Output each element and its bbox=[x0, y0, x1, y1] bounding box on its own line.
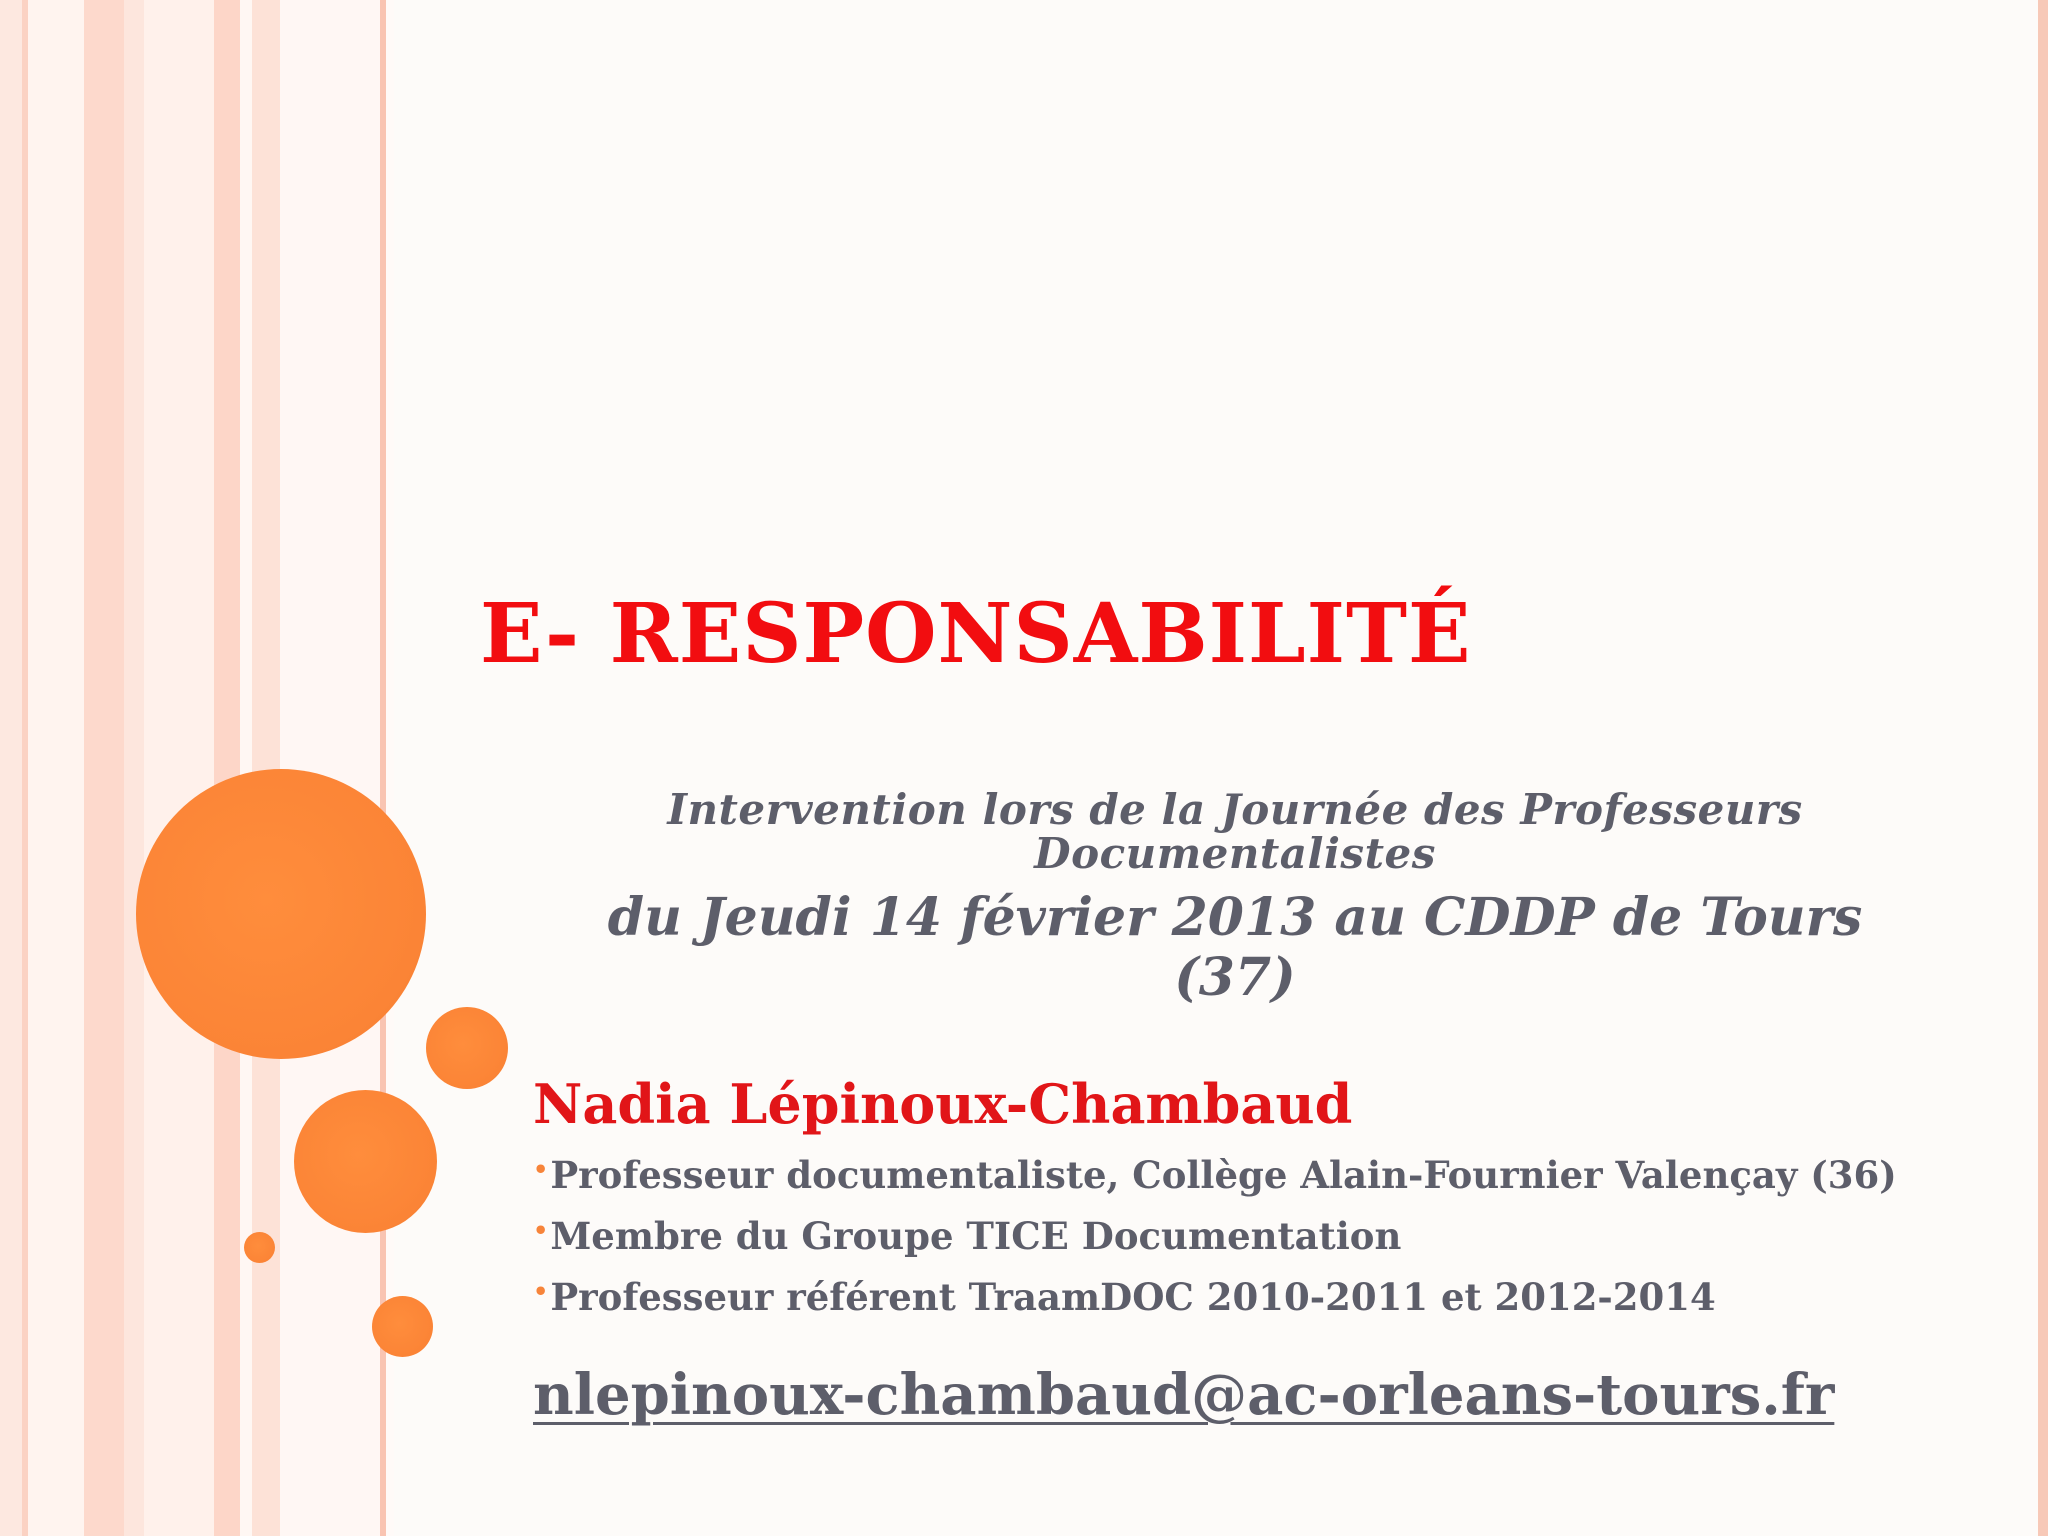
subtitle-line-2: du Jeudi 14 février 2013 au CDDP de Tours (37) bbox=[607, 887, 1863, 1008]
subtitle-line-1: Intervention lors de la Journée des Professeurs bbox=[667, 785, 1803, 834]
email-link[interactable]: nlepinoux-chambaud@ac-orleans-tours.fr bbox=[533, 1362, 1835, 1428]
author-name: Nadia Lépinoux-Chambaud bbox=[533, 1072, 1353, 1136]
bullet-icon: • bbox=[533, 1277, 549, 1306]
role-item bbox=[533, 1264, 1897, 1325]
bullet-icon: • bbox=[533, 1216, 549, 1245]
role-item bbox=[533, 1142, 1897, 1203]
role-item bbox=[533, 1203, 1897, 1264]
tiny-orange-circle bbox=[244, 1232, 275, 1263]
author-roles-list bbox=[533, 1142, 1897, 1325]
role-text: Professeur documentaliste, Collège Alain-Fournier Valençay (36) bbox=[550, 1153, 1897, 1197]
subtitle-line-1b: Documentalistes bbox=[1034, 829, 1436, 878]
large-orange-circle bbox=[136, 769, 426, 1059]
role-text: Membre du Groupe TICE Documentation bbox=[550, 1214, 1402, 1258]
medium-orange-circle bbox=[294, 1090, 437, 1233]
slide-subtitle bbox=[540, 785, 1930, 1008]
small-orange-circle-2 bbox=[372, 1296, 433, 1357]
small-orange-circle-1 bbox=[426, 1007, 508, 1089]
right-edge-stripe bbox=[2038, 0, 2048, 1536]
bullet-icon: • bbox=[533, 1155, 549, 1184]
role-text: Professeur référent TraamDOC 2010-2011 et 2012-2014 bbox=[550, 1275, 1716, 1319]
slide-title: E- RESPONSABILITÉ bbox=[480, 586, 1472, 682]
